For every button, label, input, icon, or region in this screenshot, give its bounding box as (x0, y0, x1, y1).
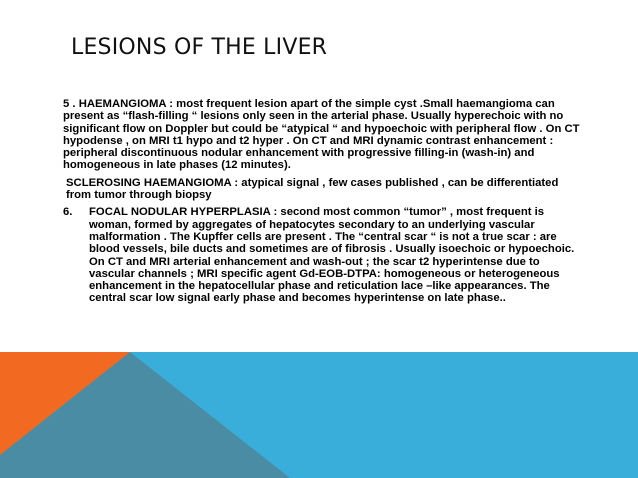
paragraph-fnh-text: FOCAL NODULAR HYPERPLASIA : second most common “tumor” , most frequent is woman, formed by aggregates of hepatocytes secondary to an underlying vascular malformation . The Kupffer cells are present . The “central scar “ is not a true scar : are blood vessels, bile ducts and sometimes are of fibrosis . Usually isoechoic or hypoechoic. On CT and MRI arterial enhancement and wash-out ; the scar t2 hyperintense due to vascular channels ; MRI specific agent Gd-EOB-DTPA: homogeneous or heterogeneous enhancement in the hepatocellular phase and reticulation lace –like appearances. The central scar low signal early phase and becomes hyperintense on late phase.. (89, 206, 575, 305)
decorative-footer-band (0, 352, 638, 478)
list-number: 6. (63, 206, 73, 219)
paragraph-sclerosing-haemangioma: SCLEROSING HAEMANGIOMA : atypical signal , few cases published , can be differentiated from tumor through biopsy (66, 176, 559, 202)
slide-body (63, 98, 583, 310)
paragraph-haemangioma: 5 . HAEMANGIOMA : most frequent lesion apart of the simple cyst .Small haemangioma can present as “flash-filling “ lesions only seen in the arterial phase. Usually hyperechoic with no significant flow on Doppler but could be “atypical “ and hypoechoic with peripheral flow . On CT hypodense , on MRI t1 hypo and t2 hyper . On CT and MRI dynamic contrast enhancement : peripheral discontinuous nodular enhancement with progressive filling-in (wash-in) and homogeneous in late phases (12 minutes). (63, 98, 580, 172)
slide-title: LESIONS OF THE LIVER (71, 35, 328, 60)
paragraph-focal-nodular-hyperplasia (63, 206, 583, 304)
